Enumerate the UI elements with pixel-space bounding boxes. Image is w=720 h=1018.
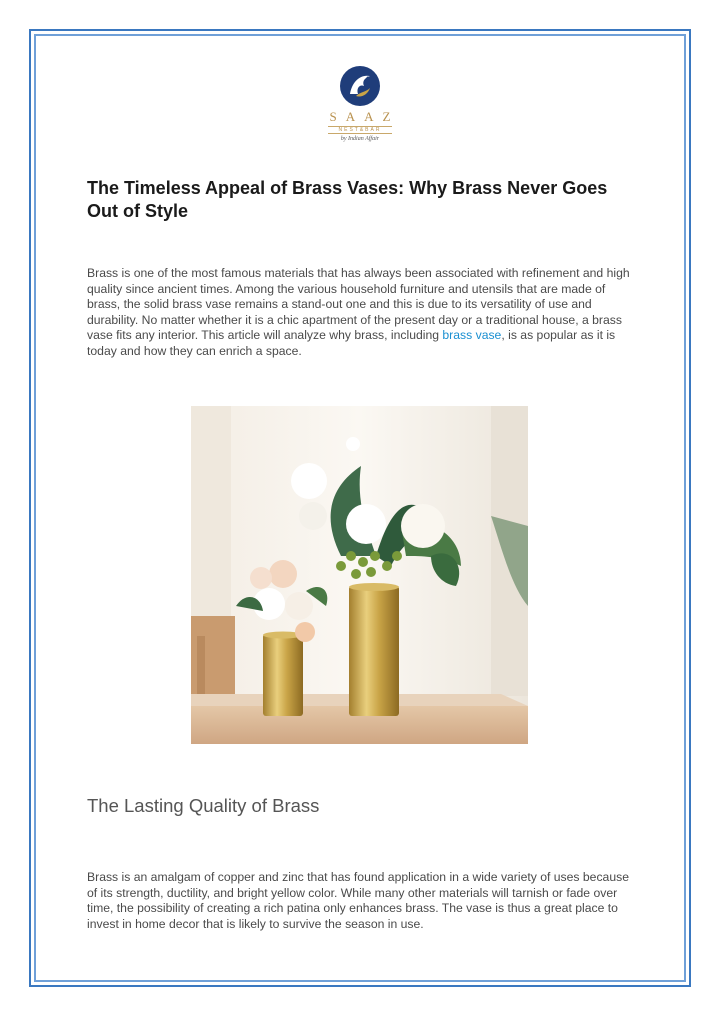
saaz-logo: [310, 64, 410, 150]
intro-text-start: Brass is one of the most famous materials that has always been associated with refinement and high quality since ancient times. Among the various household furniture and utensils that are made of brass, the solid brass vase remains a stand-out one and this is due to its versatility of use and durability. No matter whether it is a chic apartment of the present day or a traditional house, a brass vase fits any interior. This article will analyze why brass, including: [87, 266, 630, 343]
phoenix-emblem-icon: [338, 64, 382, 108]
intro-paragraph: [87, 266, 637, 360]
brass-vases-photo: [191, 406, 528, 744]
section-heading: The Lasting Quality of Brass: [87, 795, 320, 816]
section-paragraph: Brass is an amalgam of copper and zinc that has found application in a wide variety of uses because of its strength, ductility, and bright yellow color. While many other materials will tarnish or fade over time, the possibility of creating a rich patina only enhances brass. The vase is thus a great place to invest in home decor that is likely to survive the season in use.: [87, 870, 629, 931]
article-title: The Timeless Appeal of Brass Vases: Why Brass Never Goes Out of Style: [87, 178, 608, 221]
intro-text-end: , is as popular as it is today and how they can enrich a space.: [87, 328, 616, 358]
brass-vase-link[interactable]: brass vase: [442, 328, 502, 343]
logo-tagline: by Indian Affair: [340, 136, 380, 142]
logo-subtitle: NEST&BAR: [328, 126, 392, 134]
logo-brand-text: SAAZ: [329, 109, 400, 124]
